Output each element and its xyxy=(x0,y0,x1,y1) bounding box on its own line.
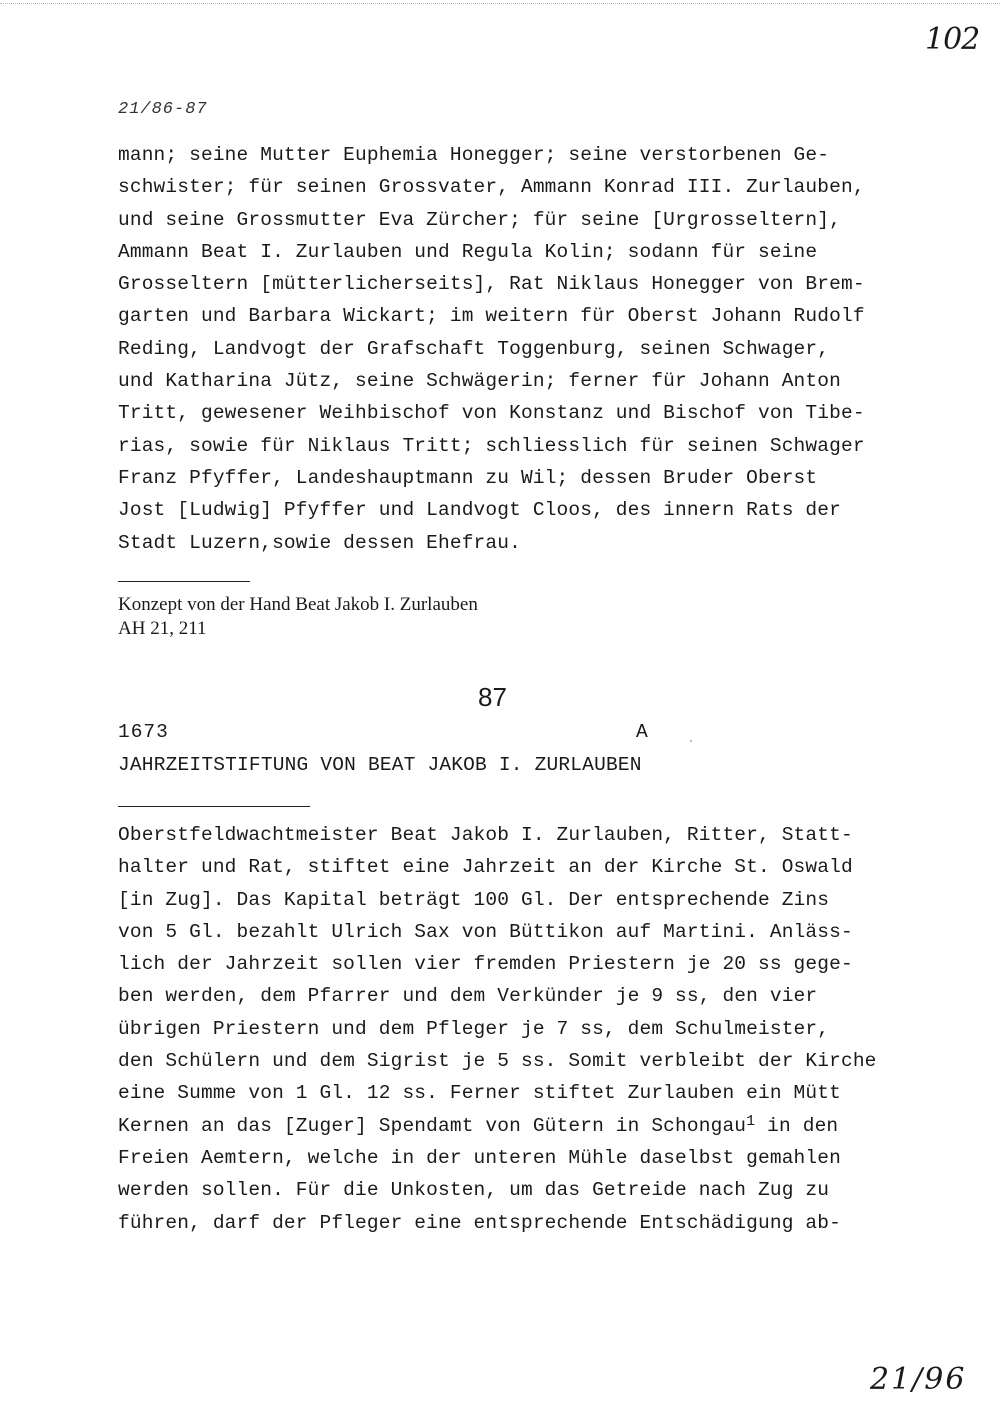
text-line: rias, sowie für Niklaus Tritt; schliesslich für seinen Schwager xyxy=(118,434,865,457)
text-line: von 5 Gl. bezahlt Ulrich Sax von Büttikon auf Martini. Anläss- xyxy=(118,920,853,943)
source-note-line: AH 21, 211 xyxy=(118,618,207,639)
footnote-marker: 1 xyxy=(746,1112,756,1130)
text-line: lich der Jahrzeit sollen vier fremden Priestern je 20 ss gege- xyxy=(118,953,853,976)
text-line: Reding, Landvogt der Grafschaft Toggenburg, seinen Schwager, xyxy=(118,337,830,360)
text-line: übrigen Priestern und dem Pfleger je 7 ss, dem Schulmeister, xyxy=(118,1017,830,1040)
archive-stamp: 21/96 xyxy=(870,1362,967,1397)
text-fragment: Kernen an das [Zuger] Spendamt von Gütern in Schongau xyxy=(118,1114,747,1137)
text-line: Stadt Luzern,sowie dessen Ehefrau. xyxy=(118,531,521,554)
heading-divider xyxy=(118,806,310,807)
text-line: und Katharina Jütz, seine Schwägerin; ferner für Johann Anton xyxy=(118,370,841,393)
text-line: Ammann Beat I. Zurlauben und Regula Kolin; sodann für seine xyxy=(118,240,818,263)
document-letter: A xyxy=(636,721,648,743)
section-divider xyxy=(118,581,250,582)
text-line: mann; seine Mutter Euphemia Honegger; seine verstorbenen Ge- xyxy=(118,144,830,166)
text-line: Grosseltern [mütterlicherseits], Rat Niklaus Honegger von Brem- xyxy=(118,273,865,296)
source-note xyxy=(118,593,478,641)
paragraph-regest xyxy=(118,819,908,1239)
text-line: Jost [Ludwig] Pfyffer und Landvogt Cloos, des innern Rats der xyxy=(118,499,841,522)
folio-number: 102 xyxy=(925,22,980,57)
text-line: [in Zug]. Das Kapital beträgt 100 Gl. Der entsprechende Zins xyxy=(118,888,830,911)
text-line: und seine Grossmutter Eva Zürcher; für seine [Urgrosseltern], xyxy=(118,208,841,231)
text-line: werden sollen. Für die Unkosten, um das Getreide nach Zug zu xyxy=(118,1179,830,1202)
text-line: Franz Pfyffer, Landeshauptmann zu Wil; dessen Bruder Oberst xyxy=(118,466,818,489)
document-year: 1673 xyxy=(118,721,169,743)
text-line: eine Summe von 1 Gl. 12 ss. Ferner stiftet Zurlauben ein Mütt xyxy=(118,1082,841,1105)
document-number: 87 xyxy=(478,682,507,712)
text-fragment: in den xyxy=(755,1114,839,1137)
document-reference: 21/86-87 xyxy=(118,100,208,119)
scan-speck xyxy=(690,740,692,742)
scan-edge-line xyxy=(0,3,1000,4)
text-line: halter und Rat, stiftet eine Jahrzeit an der Kirche St. Oswald xyxy=(118,856,853,879)
text-line: Tritt, gewesener Weihbischof von Konstanz und Bischof von Tibe- xyxy=(118,402,865,425)
document-heading: JAHRZEITSTIFTUNG VON BEAT JAKOB I. ZURLAUBEN xyxy=(118,754,642,776)
text-line: schwister; für seinen Grossvater, Ammann Konrad III. Zurlauben, xyxy=(118,176,865,199)
text-line-with-footnote xyxy=(118,1110,908,1142)
text-line: Oberstfeldwachtmeister Beat Jakob I. Zurlauben, Ritter, Statt- xyxy=(118,824,853,846)
text-line: führen, darf der Pfleger eine entsprechende Entschädigung ab- xyxy=(118,1211,841,1234)
text-line: ben werden, dem Pfarrer und dem Verkünder je 9 ss, den vier xyxy=(118,985,818,1008)
paragraph-continued xyxy=(118,139,908,559)
source-note-line: Konzept von der Hand Beat Jakob I. Zurlauben xyxy=(118,594,478,615)
text-line: garten und Barbara Wickart; im weitern für Oberst Johann Rudolf xyxy=(118,305,865,328)
text-line: Freien Aemtern, welche in der unteren Mühle daselbst gemahlen xyxy=(118,1146,841,1169)
text-line: den Schülern und dem Sigrist je 5 ss. Somit verbleibt der Kirche xyxy=(118,1050,877,1073)
